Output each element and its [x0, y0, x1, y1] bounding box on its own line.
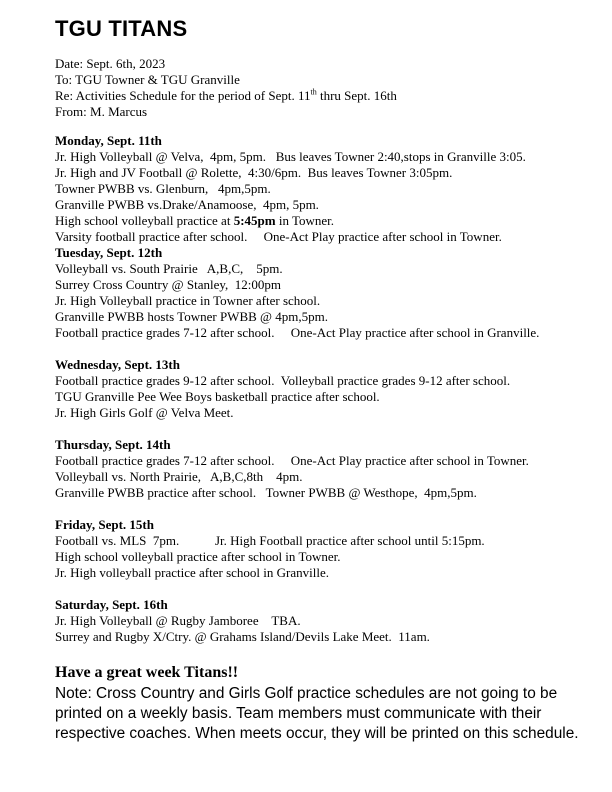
schedule-line: Football vs. MLS 7pm. Jr. High Football practice after school until 5:15pm.: [55, 533, 485, 548]
schedule-line-time-bold: 5:45pm: [233, 213, 276, 228]
schedule-line: Football practice grades 9-12 after school. Volleyball practice grades 9-12 after school.: [55, 373, 511, 388]
day-thursday: [55, 437, 595, 501]
page-title: TGU TITANS: [55, 16, 188, 41]
schedule-line-text: High school volleyball practice at: [55, 213, 234, 228]
memo-header: [55, 56, 595, 120]
schedule-line: Granville PWBB vs.Drake/Anamoose, 4pm, 5pm.: [55, 197, 319, 212]
memo-re-prefix: Re: Activities Schedule for the period of Sept. 11: [55, 88, 311, 103]
day-heading: Friday, Sept. 15th: [55, 517, 154, 532]
schedule-line: TGU Granville Pee Wee Boys basketball practice after school.: [55, 389, 380, 404]
day-tuesday: [55, 245, 595, 341]
schedule-line: Football practice grades 7-12 after school. One-Act Play practice after school in Granville.: [55, 325, 540, 340]
schedule-line: Surrey Cross Country @ Stanley, 12:00pm: [55, 277, 281, 292]
schedule-line: Towner PWBB vs. Glenburn, 4pm,5pm.: [55, 181, 271, 196]
schedule-line: Granville PWBB practice after school. Towner PWBB @ Westhope, 4pm,5pm.: [55, 485, 477, 500]
schedule-line: Jr. High and JV Football @ Rolette, 4:30/6pm. Bus leaves Towner 3:05pm.: [55, 165, 453, 180]
schedule-line: Volleyball vs. South Prairie A,B,C, 5pm.: [55, 261, 283, 276]
day-heading: Thursday, Sept. 14th: [55, 437, 171, 452]
schedule-line: Jr. High Girls Golf @ Velva Meet.: [55, 405, 234, 420]
schedule-line: Jr. High Volleyball @ Rugby Jamboree TBA.: [55, 613, 301, 628]
day-wednesday: [55, 357, 595, 421]
schedule-line: Volleyball vs. North Prairie, A,B,C,8th 4pm.: [55, 469, 303, 484]
day-heading: Saturday, Sept. 16th: [55, 597, 168, 612]
schedule-document: [55, 14, 595, 744]
day-monday: [55, 133, 595, 245]
day-heading: Wednesday, Sept. 13th: [55, 357, 180, 372]
schedule-line: Granville PWBB hosts Towner PWBB @ 4pm,5pm.: [55, 309, 328, 324]
memo-re: [55, 88, 595, 104]
schedule-line: Surrey and Rugby X/Ctry. @ Grahams Island/Devils Lake Meet. 11am.: [55, 629, 430, 644]
memo-re-suffix: thru Sept. 16th: [316, 88, 397, 103]
day-friday: [55, 517, 595, 581]
schedule-line: Jr. High Volleyball @ Velva, 4pm, 5pm. Bus leaves Towner 2:40,stops in Granville 3:05.: [55, 149, 526, 164]
schedule-line: Jr. High Volleyball practice in Towner after school.: [55, 293, 321, 308]
day-heading: Monday, Sept. 11th: [55, 133, 162, 148]
closing-message: Have a great week Titans!!: [55, 664, 239, 681]
schedule-line: Varsity football practice after school. One-Act Play practice after school in Towner.: [55, 229, 502, 244]
schedule-line-text: in Towner.: [275, 213, 335, 228]
memo-date: Date: Sept. 6th, 2023: [55, 56, 166, 71]
day-saturday: [55, 597, 595, 645]
memo-from: From: M. Marcus: [55, 104, 148, 119]
day-heading: Tuesday, Sept. 12th: [55, 245, 163, 260]
schedule-line: [55, 213, 595, 229]
schedule-line: Football practice grades 7-12 after school. One-Act Play practice after school in Towner.: [55, 453, 529, 468]
note-paragraph: Note: Cross Country and Girls Golf practice schedules are not going to be printed on a weekly basis. Team members must communicate with their respective coaches. When meets occur, they will be printed on this schedule.: [55, 685, 579, 742]
memo-re-superscript: th: [310, 87, 317, 97]
memo-to: To: TGU Towner & TGU Granville: [55, 72, 240, 87]
schedule-line: High school volleyball practice after school in Towner.: [55, 549, 341, 564]
schedule-line: Jr. High volleyball practice after school in Granville.: [55, 565, 329, 580]
